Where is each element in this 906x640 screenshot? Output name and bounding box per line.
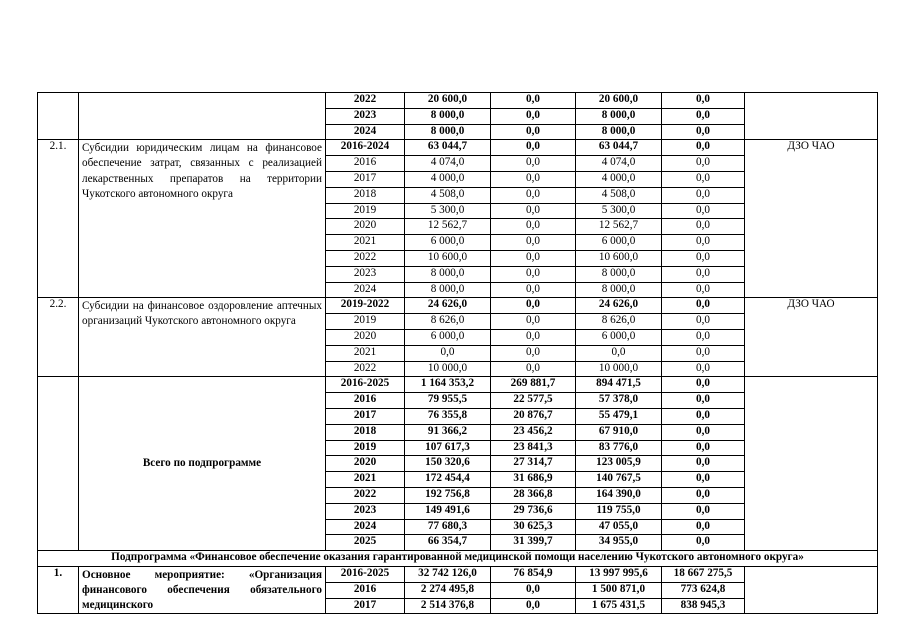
value-cell: 31 399,7 [491, 535, 576, 551]
value-cell: 10 600,0 [405, 250, 491, 266]
value-cell: 2 274 495,8 [405, 582, 491, 598]
value-cell: 20 876,7 [491, 408, 576, 424]
value-cell: 0,0 [662, 503, 745, 519]
value-cell: 8 000,0 [576, 124, 662, 140]
value-cell: 4 074,0 [405, 156, 491, 172]
value-cell: 4 508,0 [405, 187, 491, 203]
table-row [38, 93, 878, 109]
value-cell: 0,0 [662, 203, 745, 219]
value-cell: 0,0 [662, 314, 745, 330]
year-cell: 2025 [326, 535, 405, 551]
value-cell: 0,0 [662, 424, 745, 440]
name-cell [79, 93, 326, 140]
value-cell: 0,0 [662, 171, 745, 187]
year-cell: 2023 [326, 108, 405, 124]
value-cell: 55 479,1 [576, 408, 662, 424]
value-cell: 107 617,3 [405, 440, 491, 456]
value-cell: 47 055,0 [576, 519, 662, 535]
year-cell: 2023 [326, 503, 405, 519]
value-cell: 18 667 275,5 [662, 566, 745, 582]
year-cell: 2022 [326, 361, 405, 377]
value-cell: 0,0 [491, 108, 576, 124]
value-cell: 0,0 [491, 345, 576, 361]
value-cell: 0,0 [662, 298, 745, 314]
value-cell: 8 000,0 [576, 266, 662, 282]
item-index: 1. [38, 566, 79, 613]
value-cell: 22 577,5 [491, 393, 576, 409]
year-cell: 2017 [326, 171, 405, 187]
value-cell: 0,0 [491, 187, 576, 203]
year-cell: 2024 [326, 282, 405, 298]
year-cell: 2016-2025 [326, 377, 405, 393]
value-cell: 57 378,0 [576, 393, 662, 409]
table-row [38, 551, 878, 567]
value-cell: 894 471,5 [576, 377, 662, 393]
value-cell: 164 390,0 [576, 487, 662, 503]
item-index: 2.1. [38, 140, 79, 298]
value-cell: 24 626,0 [576, 298, 662, 314]
executor-cell [745, 377, 878, 551]
year-cell: 2019 [326, 203, 405, 219]
value-cell: 10 000,0 [576, 361, 662, 377]
year-cell: 2016-2024 [326, 140, 405, 156]
year-cell: 2021 [326, 472, 405, 488]
item-name: Основное мероприятие: «Организация финансового обеспечения обязательного медицинского [79, 566, 326, 613]
value-cell: 773 624,8 [662, 582, 745, 598]
value-cell: 2 514 376,8 [405, 598, 491, 614]
table-row [38, 377, 878, 393]
value-cell: 0,0 [491, 314, 576, 330]
year-cell: 2021 [326, 235, 405, 251]
value-cell: 8 000,0 [405, 266, 491, 282]
year-cell: 2016 [326, 582, 405, 598]
value-cell: 27 314,7 [491, 456, 576, 472]
value-cell: 91 366,2 [405, 424, 491, 440]
table-row [38, 298, 878, 314]
year-cell: 2022 [326, 487, 405, 503]
value-cell: 30 625,3 [491, 519, 576, 535]
value-cell: 0,0 [662, 156, 745, 172]
value-cell: 20 600,0 [576, 93, 662, 109]
value-cell: 838 945,3 [662, 598, 745, 614]
value-cell: 6 000,0 [576, 329, 662, 345]
year-cell: 2017 [326, 408, 405, 424]
year-cell: 2020 [326, 329, 405, 345]
value-cell: 140 767,5 [576, 472, 662, 488]
value-cell: 0,0 [576, 345, 662, 361]
value-cell: 0,0 [662, 250, 745, 266]
value-cell: 4 000,0 [576, 171, 662, 187]
value-cell: 0,0 [662, 282, 745, 298]
executor-cell [745, 93, 878, 140]
value-cell: 0,0 [491, 235, 576, 251]
value-cell: 0,0 [662, 408, 745, 424]
value-cell: 8 000,0 [576, 108, 662, 124]
value-cell: 76 355,8 [405, 408, 491, 424]
year-cell: 2020 [326, 456, 405, 472]
value-cell: 0,0 [491, 298, 576, 314]
value-cell: 0,0 [491, 203, 576, 219]
value-cell: 32 742 126,0 [405, 566, 491, 582]
index-cell [38, 93, 79, 140]
value-cell: 0,0 [662, 440, 745, 456]
value-cell: 0,0 [491, 93, 576, 109]
value-cell: 150 320,6 [405, 456, 491, 472]
value-cell: 79 955,5 [405, 393, 491, 409]
value-cell: 0,0 [662, 235, 745, 251]
value-cell: 31 686,9 [491, 472, 576, 488]
item-name: Субсидии юридическим лицам на финансовое обеспечение затрат, связанных с реализацией лекарственных препаратов на территории Чукотского автономного округа [79, 140, 326, 298]
value-cell: 0,0 [662, 456, 745, 472]
value-cell: 83 776,0 [576, 440, 662, 456]
executor-cell: ДЗО ЧАО [745, 298, 878, 377]
value-cell: 8 000,0 [405, 282, 491, 298]
value-cell: 0,0 [491, 156, 576, 172]
year-cell: 2018 [326, 424, 405, 440]
year-cell: 2017 [326, 598, 405, 614]
value-cell: 0,0 [662, 535, 745, 551]
value-cell: 0,0 [662, 377, 745, 393]
item-index: 2.2. [38, 298, 79, 377]
value-cell: 0,0 [491, 124, 576, 140]
value-cell: 8 000,0 [405, 108, 491, 124]
value-cell: 0,0 [662, 140, 745, 156]
value-cell: 12 562,7 [576, 219, 662, 235]
value-cell: 0,0 [491, 266, 576, 282]
value-cell: 0,0 [662, 472, 745, 488]
value-cell: 172 454,4 [405, 472, 491, 488]
year-cell: 2023 [326, 266, 405, 282]
value-cell: 24 626,0 [405, 298, 491, 314]
value-cell: 10 000,0 [405, 361, 491, 377]
value-cell: 0,0 [491, 329, 576, 345]
value-cell: 0,0 [491, 219, 576, 235]
value-cell: 0,0 [405, 345, 491, 361]
year-cell: 2020 [326, 219, 405, 235]
value-cell: 0,0 [662, 345, 745, 361]
value-cell: 0,0 [662, 393, 745, 409]
value-cell: 0,0 [662, 187, 745, 203]
value-cell: 8 000,0 [576, 282, 662, 298]
year-cell: 2016 [326, 393, 405, 409]
value-cell: 6 000,0 [405, 329, 491, 345]
value-cell: 28 366,8 [491, 487, 576, 503]
year-cell: 2022 [326, 250, 405, 266]
value-cell: 0,0 [662, 108, 745, 124]
value-cell: 10 600,0 [576, 250, 662, 266]
subprogram-total-label: Всего по подпрограмме [79, 377, 326, 551]
value-cell: 67 910,0 [576, 424, 662, 440]
value-cell: 0,0 [662, 361, 745, 377]
value-cell: 63 044,7 [405, 140, 491, 156]
value-cell: 6 000,0 [405, 235, 491, 251]
value-cell: 0,0 [491, 598, 576, 614]
value-cell: 4 074,0 [576, 156, 662, 172]
value-cell: 0,0 [491, 250, 576, 266]
year-cell: 2018 [326, 187, 405, 203]
value-cell: 34 955,0 [576, 535, 662, 551]
value-cell: 192 756,8 [405, 487, 491, 503]
value-cell: 0,0 [491, 171, 576, 187]
value-cell: 1 675 431,5 [576, 598, 662, 614]
value-cell: 8 000,0 [405, 124, 491, 140]
value-cell: 119 755,0 [576, 503, 662, 519]
value-cell: 0,0 [662, 124, 745, 140]
index-cell [38, 377, 79, 551]
value-cell: 63 044,7 [576, 140, 662, 156]
year-cell: 2021 [326, 345, 405, 361]
value-cell: 0,0 [662, 93, 745, 109]
value-cell: 5 300,0 [405, 203, 491, 219]
value-cell: 0,0 [662, 329, 745, 345]
value-cell: 0,0 [662, 219, 745, 235]
value-cell: 77 680,3 [405, 519, 491, 535]
value-cell: 5 300,0 [576, 203, 662, 219]
year-cell: 2016-2025 [326, 566, 405, 582]
year-cell: 2019-2022 [326, 298, 405, 314]
value-cell: 23 841,3 [491, 440, 576, 456]
value-cell: 123 005,9 [576, 456, 662, 472]
value-cell: 8 626,0 [405, 314, 491, 330]
value-cell: 0,0 [491, 140, 576, 156]
value-cell: 149 491,6 [405, 503, 491, 519]
item-name: Субсидии на финансовое оздоровление аптечных организаций Чукотского автономного округа [79, 298, 326, 377]
year-cell: 2016 [326, 156, 405, 172]
executor-cell: ДЗО ЧАО [745, 140, 878, 298]
value-cell: 23 456,2 [491, 424, 576, 440]
year-cell: 2024 [326, 124, 405, 140]
value-cell: 4 508,0 [576, 187, 662, 203]
year-cell: 2019 [326, 440, 405, 456]
executor-cell [745, 566, 878, 613]
value-cell: 66 354,7 [405, 535, 491, 551]
value-cell: 269 881,7 [491, 377, 576, 393]
value-cell: 0,0 [491, 282, 576, 298]
table-row [38, 566, 878, 582]
value-cell: 0,0 [662, 266, 745, 282]
value-cell: 0,0 [662, 519, 745, 535]
value-cell: 13 997 995,6 [576, 566, 662, 582]
value-cell: 0,0 [491, 582, 576, 598]
table-row [38, 140, 878, 156]
value-cell: 20 600,0 [405, 93, 491, 109]
value-cell: 1 500 871,0 [576, 582, 662, 598]
value-cell: 8 626,0 [576, 314, 662, 330]
value-cell: 12 562,7 [405, 219, 491, 235]
value-cell: 1 164 353,2 [405, 377, 491, 393]
value-cell: 29 736,6 [491, 503, 576, 519]
year-cell: 2022 [326, 93, 405, 109]
value-cell: 4 000,0 [405, 171, 491, 187]
budget-table [37, 92, 878, 614]
value-cell: 0,0 [491, 361, 576, 377]
value-cell: 6 000,0 [576, 235, 662, 251]
subprogram-title: Подпрограмма «Финансовое обеспечение оказания гарантированной медицинской помощи населению Чукотского автономного округа» [38, 551, 878, 567]
year-cell: 2024 [326, 519, 405, 535]
value-cell: 76 854,9 [491, 566, 576, 582]
year-cell: 2019 [326, 314, 405, 330]
value-cell: 0,0 [662, 487, 745, 503]
